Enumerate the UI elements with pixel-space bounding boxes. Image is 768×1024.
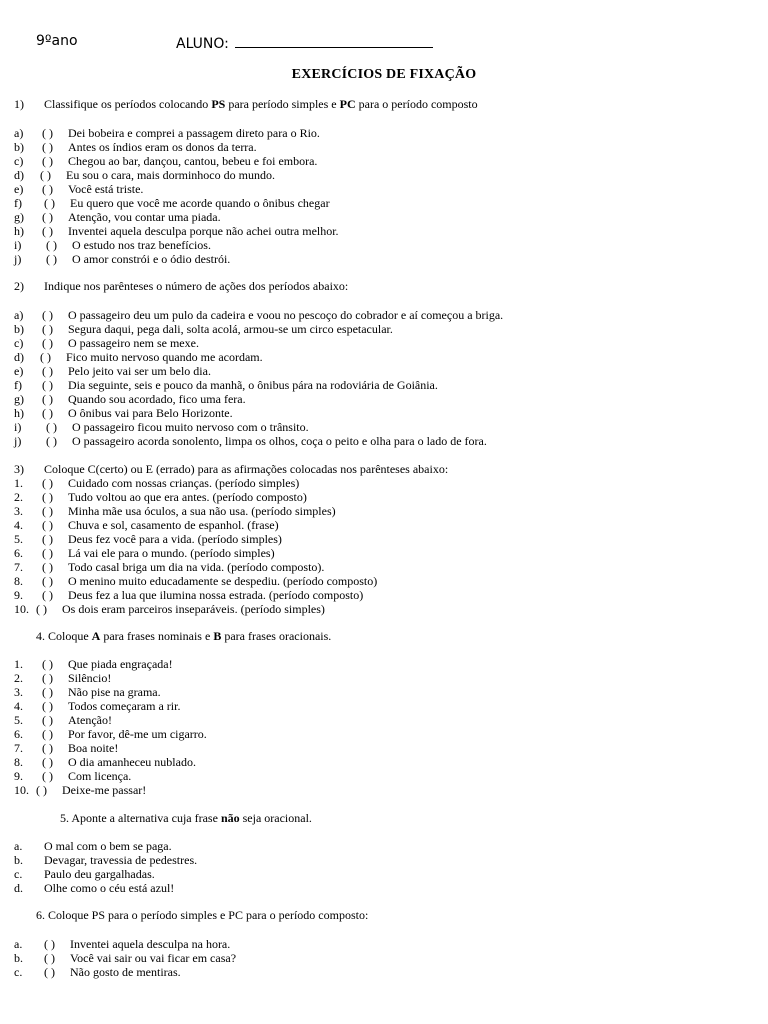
- item-marker: h): [14, 406, 24, 420]
- page-title: EXERCÍCIOS DE FIXAÇÃO: [291, 67, 477, 82]
- item-marker: 9.: [14, 588, 23, 602]
- item-marker: 3.: [14, 685, 23, 699]
- item-text: Atenção!: [68, 713, 112, 727]
- item-text: Pelo jeito vai ser um belo dia.: [68, 364, 211, 378]
- item-marker: 7.: [14, 741, 23, 755]
- q1-heading: [14, 97, 478, 111]
- item-text: O passageiro acorda sonolento, limpa os olhos, coça o peito e olha para o lado de fora.: [72, 434, 487, 448]
- item-text: Inventei aquela desculpa na hora.: [70, 937, 231, 951]
- item-text: Atenção, vou contar uma piada.: [68, 210, 221, 224]
- item-marker: 4.: [14, 699, 23, 713]
- item-marker: c.: [14, 867, 23, 881]
- item-text: Deus fez você para a vida. (período simples): [68, 532, 282, 546]
- answer-blank[interactable]: ( ): [42, 546, 53, 560]
- item-marker: j): [14, 252, 22, 266]
- item-text: Silêncio!: [68, 671, 112, 685]
- answer-blank[interactable]: ( ): [42, 769, 53, 783]
- answer-blank[interactable]: ( ): [42, 126, 53, 140]
- item-marker: i): [14, 238, 22, 252]
- item-marker: d.: [14, 881, 23, 895]
- q2-heading: [14, 279, 349, 293]
- q1-text: Classifique os períodos colocando PS para período simples e PC para o período composto: [44, 97, 478, 111]
- q1-number: 1): [14, 97, 24, 111]
- answer-blank[interactable]: ( ): [42, 322, 53, 336]
- answer-blank[interactable]: ( ): [42, 588, 53, 602]
- item-marker: b.: [14, 951, 23, 965]
- answer-blank[interactable]: ( ): [42, 476, 53, 490]
- q5-heading: 5. Aponte a alternativa cuja frase não seja oracional.: [60, 811, 312, 825]
- q4-heading: 4. Coloque A para frases nominais e B para frases oracionais.: [36, 629, 332, 643]
- item-text: Eu quero que você me acorde quando o ônibus chegar: [70, 196, 330, 210]
- item-marker: 1.: [14, 657, 23, 671]
- item-marker: i): [14, 420, 22, 434]
- item-text: Chegou ao bar, dançou, cantou, bebeu e foi embora.: [68, 154, 318, 168]
- item-text: Olhe como o céu está azul!: [44, 881, 175, 895]
- answer-blank[interactable]: ( ): [46, 252, 57, 266]
- answer-blank[interactable]: ( ): [44, 965, 55, 979]
- q2-text: Indique nos parênteses o número de ações dos períodos abaixo:: [44, 279, 349, 293]
- answer-blank[interactable]: ( ): [42, 490, 53, 504]
- item-text: O menino muito educadamente se despediu. (período composto): [68, 574, 378, 588]
- answer-blank[interactable]: ( ): [42, 560, 53, 574]
- item-text: Inventei aquela desculpa porque não achei outra melhor.: [68, 224, 339, 238]
- item-text: Todos começaram a rir.: [68, 699, 181, 713]
- answer-blank[interactable]: ( ): [42, 532, 53, 546]
- grade-label: 9ºano: [36, 33, 78, 49]
- item-marker: e): [14, 182, 24, 196]
- answer-blank[interactable]: ( ): [42, 364, 53, 378]
- answer-blank[interactable]: ( ): [42, 406, 53, 420]
- student-name-field: [176, 33, 433, 52]
- answer-blank[interactable]: ( ): [42, 224, 53, 238]
- item-marker: c): [14, 336, 24, 350]
- answer-blank[interactable]: ( ): [42, 336, 53, 350]
- item-text: Você vai sair ou vai ficar em casa?: [70, 951, 237, 965]
- answer-blank[interactable]: ( ): [42, 574, 53, 588]
- student-name-line: [235, 33, 433, 48]
- q6-heading: 6. Coloque PS para o período simples e PC para o período composto:: [36, 908, 369, 922]
- answer-blank[interactable]: ( ): [42, 504, 53, 518]
- item-text: Dei bobeira e comprei a passagem direto para o Rio.: [68, 126, 320, 140]
- item-marker: b.: [14, 853, 23, 867]
- item-marker: d): [14, 350, 24, 364]
- item-marker: a.: [14, 839, 23, 853]
- answer-blank[interactable]: ( ): [42, 699, 53, 713]
- item-marker: f): [14, 196, 22, 210]
- item-text: Cuidado com nossas crianças. (período simples): [68, 476, 300, 490]
- item-text: Todo casal briga um dia na vida. (período composto).: [68, 560, 325, 574]
- item-text: O passageiro ficou muito nervoso com o trânsito.: [72, 420, 309, 434]
- answer-blank[interactable]: ( ): [42, 727, 53, 741]
- item-text: Lá vai ele para o mundo. (período simples): [68, 546, 275, 560]
- answer-blank[interactable]: ( ): [42, 741, 53, 755]
- item-marker: 5.: [14, 713, 23, 727]
- item-marker: 5.: [14, 532, 23, 546]
- answer-blank[interactable]: ( ): [46, 434, 57, 448]
- item-marker: 6.: [14, 727, 23, 741]
- item-marker: 3.: [14, 504, 23, 518]
- answer-blank[interactable]: ( ): [40, 350, 51, 364]
- item-marker: b): [14, 322, 24, 336]
- q2-number: 2): [14, 279, 24, 293]
- student-label: ALUNO:: [176, 36, 229, 52]
- answer-blank[interactable]: ( ): [42, 755, 53, 769]
- item-marker: 10.: [14, 783, 29, 797]
- item-marker: 2.: [14, 490, 23, 504]
- answer-blank[interactable]: ( ): [46, 238, 57, 252]
- answer-blank[interactable]: ( ): [42, 392, 53, 406]
- answer-blank[interactable]: ( ): [36, 783, 47, 797]
- item-text: Com licença.: [68, 769, 132, 783]
- answer-blank[interactable]: ( ): [44, 937, 55, 951]
- answer-blank[interactable]: ( ): [42, 671, 53, 685]
- answer-blank[interactable]: ( ): [42, 518, 53, 532]
- item-text: Dia seguinte, seis e pouco da manhã, o ônibus pára na rodoviária de Goiânia.: [68, 378, 438, 392]
- answer-blank[interactable]: ( ): [36, 602, 47, 616]
- answer-blank[interactable]: ( ): [42, 657, 53, 671]
- item-text: Os dois eram parceiros inseparáveis. (período simples): [62, 602, 325, 616]
- item-marker: j): [14, 434, 22, 448]
- item-text: Segura daqui, pega dali, solta acolá, armou-se um circo espetacular.: [68, 322, 393, 336]
- item-text: Antes os índios eram os donos da terra.: [68, 140, 257, 154]
- item-text: Minha mãe usa óculos, a sua não usa. (período simples): [68, 504, 336, 518]
- answer-blank[interactable]: ( ): [44, 951, 55, 965]
- item-marker: a): [14, 126, 24, 140]
- item-text: Eu sou o cara, mais dorminhoco do mundo.: [66, 168, 275, 182]
- answer-blank[interactable]: ( ): [40, 168, 51, 182]
- item-marker: h): [14, 224, 24, 238]
- item-text: Devagar, travessia de pedestres.: [44, 853, 198, 867]
- item-text: O passageiro deu um pulo da cadeira e voou no pescoço do cobrador e aí começou a briga.: [68, 308, 504, 322]
- item-marker: d): [14, 168, 24, 182]
- item-text: Fico muito nervoso quando me acordam.: [66, 350, 263, 364]
- item-marker: a): [14, 308, 24, 322]
- answer-blank[interactable]: ( ): [42, 182, 53, 196]
- item-marker: c.: [14, 965, 23, 979]
- item-text: Deixe-me passar!: [62, 783, 147, 797]
- item-marker: 4.: [14, 518, 23, 532]
- item-text: Boa noite!: [68, 741, 119, 755]
- item-marker: f): [14, 378, 22, 392]
- item-marker: 7.: [14, 560, 23, 574]
- item-text: Paulo deu gargalhadas.: [44, 867, 155, 881]
- item-text: Tudo voltou ao que era antes. (período composto): [68, 490, 307, 504]
- item-text: O ônibus vai para Belo Horizonte.: [68, 406, 233, 420]
- answer-blank[interactable]: ( ): [42, 378, 53, 392]
- item-marker: 8.: [14, 574, 23, 588]
- item-text: O dia amanheceu nublado.: [68, 755, 196, 769]
- answer-blank[interactable]: ( ): [42, 210, 53, 224]
- item-marker: 1.: [14, 476, 23, 490]
- item-text: O amor constrói e o ódio destrói.: [72, 252, 231, 266]
- item-text: O estudo nos traz benefícios.: [72, 238, 211, 252]
- item-marker: a.: [14, 937, 23, 951]
- answer-blank[interactable]: ( ): [42, 685, 53, 699]
- item-text: O mal com o bem se paga.: [44, 839, 172, 853]
- q3-text: Coloque C(certo) ou E (errado) para as afirmações colocadas nos parênteses abaixo:: [44, 462, 449, 476]
- item-text: O passageiro nem se mexe.: [68, 336, 199, 350]
- item-text: Quando sou acordado, fico uma fera.: [68, 392, 246, 406]
- item-marker: c): [14, 154, 24, 168]
- item-marker: 2.: [14, 671, 23, 685]
- q3-number: 3): [14, 462, 24, 476]
- answer-blank[interactable]: ( ): [42, 140, 53, 154]
- q3-heading: [14, 462, 449, 476]
- item-text: Não pise na grama.: [68, 685, 161, 699]
- item-marker: g): [14, 392, 24, 406]
- answer-blank[interactable]: ( ): [44, 196, 55, 210]
- item-marker: b): [14, 140, 24, 154]
- item-text: Você está triste.: [68, 182, 144, 196]
- answer-blank[interactable]: ( ): [46, 420, 57, 434]
- answer-blank[interactable]: ( ): [42, 154, 53, 168]
- item-text: Que piada engraçada!: [68, 657, 173, 671]
- item-text: Chuva e sol, casamento de espanhol. (frase): [68, 518, 279, 532]
- item-text: Por favor, dê-me um cigarro.: [68, 727, 207, 741]
- answer-blank[interactable]: ( ): [42, 713, 53, 727]
- item-marker: 9.: [14, 769, 23, 783]
- answer-blank[interactable]: ( ): [42, 308, 53, 322]
- item-marker: 8.: [14, 755, 23, 769]
- item-marker: e): [14, 364, 24, 378]
- item-marker: 10.: [14, 602, 29, 616]
- item-text: Não gosto de mentiras.: [70, 965, 181, 979]
- item-marker: 6.: [14, 546, 23, 560]
- item-marker: g): [14, 210, 24, 224]
- item-text: Deus fez a lua que ilumina nossa estrada. (período composto): [68, 588, 364, 602]
